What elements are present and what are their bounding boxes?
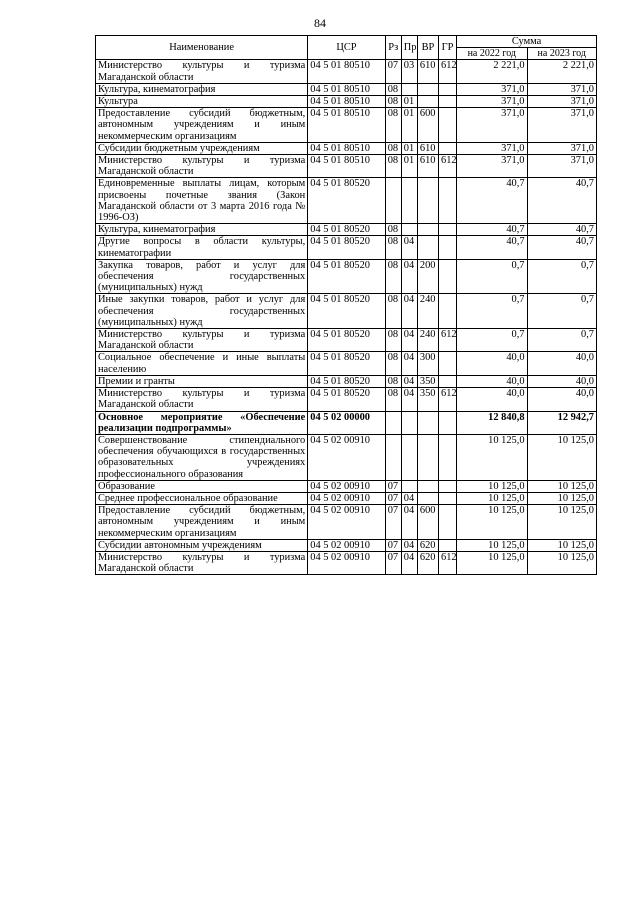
row-value-2022: 10 125,0 xyxy=(457,539,527,551)
table-row xyxy=(96,388,597,411)
row-value-2023: 10 125,0 xyxy=(527,551,596,574)
row-gr xyxy=(439,224,457,236)
row-pr: 04 xyxy=(401,352,417,375)
row-rz: 08 xyxy=(385,294,401,329)
row-name: Предоставление субсидий бюджетным, автономным учреждениям и иным некоммерческим организациям xyxy=(96,505,308,540)
row-value-2023: 371,0 xyxy=(527,142,596,154)
row-value-2022: 371,0 xyxy=(457,155,527,178)
row-value-2022: 2 221,0 xyxy=(457,60,527,83)
row-csr: 04 5 01 80520 xyxy=(308,178,385,224)
row-gr xyxy=(439,480,457,492)
row-pr: 01 xyxy=(401,142,417,154)
row-vr: 610 xyxy=(417,60,438,83)
header-year-2022: на 2022 год xyxy=(457,48,527,60)
row-rz: 08 xyxy=(385,108,401,143)
row-vr: 200 xyxy=(417,259,438,294)
row-value-2023: 40,0 xyxy=(527,375,596,387)
row-csr: 04 5 01 80510 xyxy=(308,155,385,178)
row-csr: 04 5 01 80520 xyxy=(308,236,385,259)
row-pr: 04 xyxy=(401,294,417,329)
row-name: Министерство культуры и туризма Магаданской области xyxy=(96,329,308,352)
table-row xyxy=(96,411,597,434)
budget-table xyxy=(95,35,597,575)
row-name: Иные закупки товаров, работ и услуг для обеспечения государственных (муниципальных) нужд xyxy=(96,294,308,329)
row-value-2022: 10 125,0 xyxy=(457,480,527,492)
table-row xyxy=(96,83,597,95)
row-name: Совершенствование стипендиального обеспечения обучающихся в государственных образовательных учреждениях профессионального образования xyxy=(96,434,308,480)
row-value-2023: 0,7 xyxy=(527,329,596,352)
table-row xyxy=(96,236,597,259)
row-csr: 04 5 01 80520 xyxy=(308,388,385,411)
row-csr: 04 5 01 80510 xyxy=(308,96,385,108)
row-gr xyxy=(439,108,457,143)
row-rz: 08 xyxy=(385,259,401,294)
row-csr: 04 5 02 00910 xyxy=(308,539,385,551)
row-pr xyxy=(401,411,417,434)
row-csr: 04 5 01 80520 xyxy=(308,294,385,329)
row-name: Единовременные выплаты лицам, которым присвоены почетные звания (Закон Магаданской области от 3 марта 2016 года № 1996-ОЗ) xyxy=(96,178,308,224)
row-pr xyxy=(401,83,417,95)
row-vr: 300 xyxy=(417,352,438,375)
header-pr: Пр xyxy=(401,36,417,60)
row-name: Субсидии бюджетным учреждениям xyxy=(96,142,308,154)
row-pr: 04 xyxy=(401,388,417,411)
row-value-2023: 40,7 xyxy=(527,178,596,224)
row-vr xyxy=(417,434,438,480)
row-rz: 08 xyxy=(385,329,401,352)
table-body xyxy=(96,60,597,575)
row-vr xyxy=(417,96,438,108)
row-value-2023: 12 942,7 xyxy=(527,411,596,434)
row-gr xyxy=(439,434,457,480)
row-pr: 04 xyxy=(401,551,417,574)
row-pr: 04 xyxy=(401,329,417,352)
row-pr: 03 xyxy=(401,60,417,83)
row-value-2023: 40,0 xyxy=(527,352,596,375)
row-name: Культура, кинематография xyxy=(96,224,308,236)
row-vr: 610 xyxy=(417,142,438,154)
row-gr xyxy=(439,411,457,434)
row-rz: 07 xyxy=(385,480,401,492)
row-vr: 240 xyxy=(417,329,438,352)
row-vr xyxy=(417,178,438,224)
row-name: Культура xyxy=(96,96,308,108)
row-rz: 08 xyxy=(385,375,401,387)
row-gr xyxy=(439,539,457,551)
row-vr: 600 xyxy=(417,505,438,540)
row-gr xyxy=(439,83,457,95)
row-name: Закупка товаров, работ и услуг для обеспечения государственных (муниципальных) нужд xyxy=(96,259,308,294)
row-vr xyxy=(417,492,438,504)
row-value-2023: 40,7 xyxy=(527,236,596,259)
row-value-2022: 371,0 xyxy=(457,83,527,95)
table-row xyxy=(96,178,597,224)
row-value-2023: 371,0 xyxy=(527,83,596,95)
table-row xyxy=(96,60,597,83)
table-row xyxy=(96,224,597,236)
row-value-2022: 10 125,0 xyxy=(457,434,527,480)
header-csr: ЦСР xyxy=(308,36,385,60)
row-value-2023: 10 125,0 xyxy=(527,539,596,551)
table-row xyxy=(96,155,597,178)
row-rz: 07 xyxy=(385,60,401,83)
row-vr xyxy=(417,224,438,236)
row-pr xyxy=(401,480,417,492)
row-pr xyxy=(401,224,417,236)
row-csr: 04 5 02 00910 xyxy=(308,434,385,480)
header-year-2023: на 2023 год xyxy=(527,48,596,60)
row-rz: 08 xyxy=(385,142,401,154)
row-value-2023: 10 125,0 xyxy=(527,492,596,504)
row-csr: 04 5 02 00910 xyxy=(308,505,385,540)
row-value-2022: 0,7 xyxy=(457,259,527,294)
row-pr: 04 xyxy=(401,539,417,551)
row-vr: 600 xyxy=(417,108,438,143)
row-name: Культура, кинематография xyxy=(96,83,308,95)
row-pr: 01 xyxy=(401,155,417,178)
row-pr: 01 xyxy=(401,108,417,143)
table-row xyxy=(96,551,597,574)
row-rz: 08 xyxy=(385,388,401,411)
row-value-2022: 40,0 xyxy=(457,375,527,387)
row-csr: 04 5 01 80520 xyxy=(308,259,385,294)
row-name: Министерство культуры и туризма Магаданской области xyxy=(96,551,308,574)
row-gr xyxy=(439,96,457,108)
row-vr xyxy=(417,83,438,95)
table-row xyxy=(96,505,597,540)
row-value-2022: 40,0 xyxy=(457,352,527,375)
row-name: Субсидии автономным учреждениям xyxy=(96,539,308,551)
row-value-2023: 40,7 xyxy=(527,224,596,236)
row-vr xyxy=(417,480,438,492)
table-row xyxy=(96,480,597,492)
row-csr: 04 5 01 80520 xyxy=(308,352,385,375)
row-value-2023: 2 221,0 xyxy=(527,60,596,83)
row-value-2022: 12 840,8 xyxy=(457,411,527,434)
header-sum: Сумма xyxy=(457,36,597,48)
table-row xyxy=(96,492,597,504)
header-gr: ГР xyxy=(439,36,457,60)
row-value-2023: 371,0 xyxy=(527,96,596,108)
row-name: Среднее профессиональное образование xyxy=(96,492,308,504)
row-pr: 04 xyxy=(401,505,417,540)
table-row xyxy=(96,329,597,352)
page-number: 84 xyxy=(314,16,326,30)
row-name: Социальное обеспечение и иные выплаты населению xyxy=(96,352,308,375)
row-csr: 04 5 02 00910 xyxy=(308,551,385,574)
row-value-2022: 40,7 xyxy=(457,224,527,236)
row-name: Образование xyxy=(96,480,308,492)
row-rz: 08 xyxy=(385,155,401,178)
table-row xyxy=(96,108,597,143)
row-value-2022: 0,7 xyxy=(457,329,527,352)
row-gr xyxy=(439,375,457,387)
row-name: Министерство культуры и туризма Магаданской области xyxy=(96,60,308,83)
row-name: Премии и гранты xyxy=(96,375,308,387)
row-pr: 04 xyxy=(401,236,417,259)
row-value-2023: 0,7 xyxy=(527,294,596,329)
row-name: Предоставление субсидий бюджетным, автономным учреждениям и иным некоммерческим организациям xyxy=(96,108,308,143)
row-rz: 07 xyxy=(385,492,401,504)
row-pr: 04 xyxy=(401,492,417,504)
row-rz: 08 xyxy=(385,352,401,375)
table-row xyxy=(96,352,597,375)
row-csr: 04 5 02 00910 xyxy=(308,480,385,492)
row-rz: 07 xyxy=(385,505,401,540)
row-value-2023: 0,7 xyxy=(527,259,596,294)
row-name: Другие вопросы в области культуры, кинематографии xyxy=(96,236,308,259)
row-rz: 08 xyxy=(385,236,401,259)
row-rz: 08 xyxy=(385,224,401,236)
row-vr: 620 xyxy=(417,539,438,551)
row-csr: 04 5 01 80510 xyxy=(308,142,385,154)
row-rz xyxy=(385,178,401,224)
row-gr: 612 xyxy=(439,551,457,574)
row-gr xyxy=(439,236,457,259)
row-value-2022: 371,0 xyxy=(457,142,527,154)
row-value-2023: 10 125,0 xyxy=(527,434,596,480)
row-rz: 07 xyxy=(385,539,401,551)
row-value-2023: 10 125,0 xyxy=(527,480,596,492)
row-value-2022: 10 125,0 xyxy=(457,492,527,504)
row-gr xyxy=(439,178,457,224)
row-rz xyxy=(385,434,401,480)
row-csr: 04 5 02 00000 xyxy=(308,411,385,434)
row-csr: 04 5 01 80510 xyxy=(308,60,385,83)
row-gr xyxy=(439,259,457,294)
row-gr xyxy=(439,352,457,375)
row-name: Министерство культуры и туризма Магаданской области xyxy=(96,155,308,178)
row-value-2022: 10 125,0 xyxy=(457,505,527,540)
table-row xyxy=(96,96,597,108)
table-row xyxy=(96,294,597,329)
header-name: Наименование xyxy=(96,36,308,60)
row-pr: 04 xyxy=(401,259,417,294)
row-pr xyxy=(401,178,417,224)
row-value-2023: 371,0 xyxy=(527,108,596,143)
row-gr: 612 xyxy=(439,60,457,83)
row-value-2022: 0,7 xyxy=(457,294,527,329)
table-row xyxy=(96,375,597,387)
row-rz: 07 xyxy=(385,551,401,574)
row-value-2022: 40,0 xyxy=(457,388,527,411)
table-row xyxy=(96,259,597,294)
row-gr xyxy=(439,492,457,504)
row-rz xyxy=(385,411,401,434)
row-gr xyxy=(439,294,457,329)
row-vr xyxy=(417,411,438,434)
row-pr: 04 xyxy=(401,375,417,387)
row-vr: 610 xyxy=(417,155,438,178)
row-value-2023: 10 125,0 xyxy=(527,505,596,540)
row-name: Основное мероприятие «Обеспечение реализации подпрограммы» xyxy=(96,411,308,434)
table-row xyxy=(96,539,597,551)
row-csr: 04 5 01 80520 xyxy=(308,224,385,236)
row-name: Министерство культуры и туризма Магаданской области xyxy=(96,388,308,411)
row-value-2023: 40,0 xyxy=(527,388,596,411)
row-csr: 04 5 01 80520 xyxy=(308,329,385,352)
row-value-2022: 10 125,0 xyxy=(457,551,527,574)
row-csr: 04 5 02 00910 xyxy=(308,492,385,504)
row-vr: 620 xyxy=(417,551,438,574)
row-value-2022: 40,7 xyxy=(457,236,527,259)
table-row xyxy=(96,434,597,480)
row-gr xyxy=(439,505,457,540)
row-value-2023: 371,0 xyxy=(527,155,596,178)
row-csr: 04 5 01 80520 xyxy=(308,375,385,387)
row-rz: 08 xyxy=(385,96,401,108)
row-pr xyxy=(401,434,417,480)
row-vr xyxy=(417,236,438,259)
header-rz: Рз xyxy=(385,36,401,60)
row-vr: 240 xyxy=(417,294,438,329)
row-csr: 04 5 01 80510 xyxy=(308,108,385,143)
row-gr xyxy=(439,142,457,154)
row-gr: 612 xyxy=(439,329,457,352)
row-value-2022: 40,7 xyxy=(457,178,527,224)
row-gr: 612 xyxy=(439,388,457,411)
row-vr: 350 xyxy=(417,388,438,411)
header-vr: ВР xyxy=(417,36,438,60)
row-csr: 04 5 01 80510 xyxy=(308,83,385,95)
row-value-2022: 371,0 xyxy=(457,96,527,108)
row-rz: 08 xyxy=(385,83,401,95)
row-vr: 350 xyxy=(417,375,438,387)
table-row xyxy=(96,142,597,154)
row-gr: 612 xyxy=(439,155,457,178)
row-pr: 01 xyxy=(401,96,417,108)
row-value-2022: 371,0 xyxy=(457,108,527,143)
